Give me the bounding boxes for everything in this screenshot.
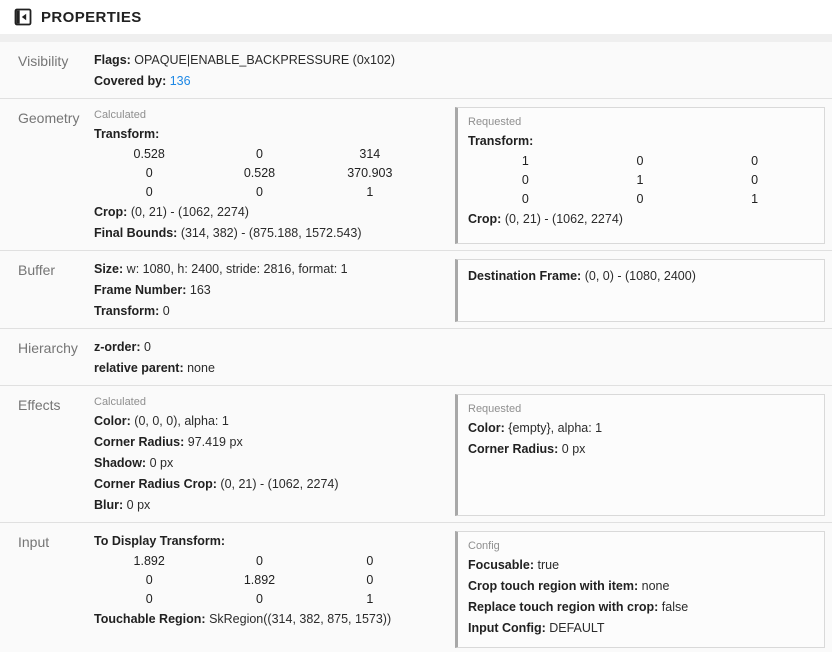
matrix-cell: 0 xyxy=(751,173,759,187)
matrix-cell: 0 xyxy=(145,185,153,199)
crop-value: (0, 21) - (1062, 2274) xyxy=(130,205,249,219)
prop-size xyxy=(94,259,425,280)
matrix-cell: 0 xyxy=(256,147,263,161)
matrix-cell: 0 xyxy=(256,554,263,568)
section-visibility xyxy=(0,42,832,98)
prop-z-order xyxy=(94,337,795,358)
matrix-cell: 1 xyxy=(366,185,374,199)
prop-transform-requested xyxy=(468,131,812,152)
color-key: Color: xyxy=(468,421,505,435)
prop-shadow xyxy=(94,453,425,474)
relative-parent-key: relative parent: xyxy=(94,361,184,375)
matrix-cell: 0.528 xyxy=(243,166,276,180)
input-config-panel xyxy=(455,531,825,648)
prop-blur xyxy=(94,495,425,516)
matrix-cell: 1 xyxy=(751,192,759,206)
touchable-region-key: Touchable Region: xyxy=(94,612,206,626)
shadow-value: 0 px xyxy=(149,456,174,470)
prop-color-requested xyxy=(468,418,812,439)
color-key: Color: xyxy=(94,414,131,428)
destination-frame-key: Destination Frame: xyxy=(468,269,582,283)
collapse-panel-icon[interactable] xyxy=(14,8,32,26)
section-label-buffer: Buffer xyxy=(18,262,56,278)
group-label-requested: Requested xyxy=(468,116,522,128)
matrix-cell: 0 xyxy=(256,592,263,606)
matrix-cell: 0 xyxy=(636,192,644,206)
matrix-cell: 0 xyxy=(256,185,263,199)
replace-touch-region-value: false xyxy=(661,600,689,614)
matrix-cell: 0 xyxy=(521,192,529,206)
section-label-hierarchy: Hierarchy xyxy=(18,340,78,356)
color-value: (0, 0, 0), alpha: 1 xyxy=(134,414,229,428)
corner-radius-key: Corner Radius: xyxy=(468,442,559,456)
corner-radius-crop-key: Corner Radius Crop: xyxy=(94,477,217,491)
matrix-cell: 0 xyxy=(145,166,153,180)
z-order-value: 0 xyxy=(144,340,151,354)
prop-input-config xyxy=(468,618,812,639)
matrix-cell: 0 xyxy=(145,573,153,587)
buffer-destination-panel xyxy=(455,259,825,322)
prop-corner-radius-crop xyxy=(94,474,425,495)
shadow-key: Shadow: xyxy=(94,456,147,470)
focusable-key: Focusable: xyxy=(468,558,534,572)
section-hierarchy xyxy=(0,329,832,385)
transform-key: Transform: xyxy=(94,127,160,141)
final-bounds-value: (314, 382) - (875.188, 1572.543) xyxy=(180,226,362,240)
group-label-config: Config xyxy=(468,540,500,552)
relative-parent-value: none xyxy=(187,361,215,375)
frame-number-value: 163 xyxy=(189,283,211,297)
size-key: Size: xyxy=(94,262,124,276)
transform-matrix-requested xyxy=(468,152,812,209)
matrix-cell: 1 xyxy=(636,173,644,187)
section-effects xyxy=(0,386,832,522)
covered-by-link[interactable]: 136 xyxy=(169,74,191,88)
input-config-value: DEFAULT xyxy=(549,621,605,635)
prop-corner-radius xyxy=(94,432,425,453)
matrix-cell: 314 xyxy=(359,147,381,161)
buffer-transform-value: 0 xyxy=(162,304,170,318)
section-label-input: Input xyxy=(18,534,50,550)
final-bounds-key: Final Bounds: xyxy=(94,226,178,240)
crop-key: Crop: xyxy=(94,205,128,219)
corner-radius-value: 97.419 px xyxy=(187,435,243,449)
matrix-cell: 0 xyxy=(751,154,759,168)
crop-key: Crop: xyxy=(468,212,502,226)
prop-crop-requested xyxy=(468,209,812,230)
prop-touchable-region xyxy=(94,609,425,630)
properties-header xyxy=(0,0,832,34)
replace-touch-region-key: Replace touch region with crop: xyxy=(468,600,659,614)
matrix-cell: 0 xyxy=(366,573,374,587)
matrix-cell: 0.528 xyxy=(133,147,165,161)
z-order-key: z-order: xyxy=(94,340,141,354)
touchable-region-value: SkRegion((314, 382, 875, 1573)) xyxy=(209,612,392,626)
matrix-cell: 0 xyxy=(366,554,374,568)
prop-destination-frame xyxy=(468,266,812,287)
prop-to-display-transform xyxy=(94,531,425,552)
transform-key: Transform: xyxy=(468,134,534,148)
matrix-cell: 1 xyxy=(521,154,529,168)
section-label-geometry: Geometry xyxy=(18,110,80,126)
matrix-cell: 1.892 xyxy=(243,573,276,587)
focusable-value: true xyxy=(537,558,560,572)
group-label-requested: Requested xyxy=(468,403,522,415)
corner-radius-crop-value: (0, 21) - (1062, 2274) xyxy=(220,477,339,491)
prop-color xyxy=(94,411,425,432)
flags-value: OPAQUE|ENABLE_BACKPRESSURE (0x102) xyxy=(134,53,396,67)
matrix-cell: 370.903 xyxy=(347,166,393,180)
prop-focusable xyxy=(468,555,812,576)
matrix-cell: 0 xyxy=(145,592,153,606)
prop-corner-radius-requested xyxy=(468,439,812,460)
matrix-cell: 1 xyxy=(366,592,374,606)
color-value: {empty}, alpha: 1 xyxy=(508,421,603,435)
covered-by-key: Covered by: xyxy=(94,74,167,88)
destination-frame-value: (0, 0) - (1080, 2400) xyxy=(584,269,696,283)
prop-buffer-transform xyxy=(94,301,425,322)
corner-radius-value: 0 px xyxy=(561,442,586,456)
geometry-requested-panel xyxy=(455,107,825,244)
section-buffer xyxy=(0,251,832,328)
section-input xyxy=(0,523,832,652)
crop-touch-region-value: none xyxy=(641,579,670,593)
matrix-cell: 1.892 xyxy=(133,554,165,568)
section-label-effects: Effects xyxy=(18,397,61,413)
input-config-key: Input Config: xyxy=(468,621,546,635)
section-geometry xyxy=(0,99,832,250)
blur-value: 0 px xyxy=(126,498,151,512)
header-band xyxy=(0,34,832,42)
frame-number-key: Frame Number: xyxy=(94,283,187,297)
section-label-visibility: Visibility xyxy=(18,53,69,69)
crop-touch-region-key: Crop touch region with item: xyxy=(468,579,639,593)
to-display-transform-matrix xyxy=(94,552,425,609)
matrix-cell: 0 xyxy=(521,173,529,187)
prop-covered-by xyxy=(94,71,795,92)
group-label-calculated: Calculated xyxy=(94,109,146,121)
page-title: PROPERTIES xyxy=(41,8,142,26)
corner-radius-key: Corner Radius: xyxy=(94,435,185,449)
prop-crop xyxy=(94,202,425,223)
matrix-cell: 0 xyxy=(636,154,644,168)
prop-flags xyxy=(94,50,795,71)
prop-final-bounds xyxy=(94,223,425,244)
prop-crop-touch-region xyxy=(468,576,812,597)
size-value: w: 1080, h: 2400, stride: 2816, format: 1 xyxy=(126,262,348,276)
transform-matrix-calculated xyxy=(94,145,425,202)
to-display-transform-key: To Display Transform: xyxy=(94,534,226,548)
blur-key: Blur: xyxy=(94,498,124,512)
buffer-transform-key: Transform: xyxy=(94,304,160,318)
effects-requested-panel xyxy=(455,394,825,516)
prop-relative-parent xyxy=(94,358,795,379)
prop-replace-touch-region xyxy=(468,597,812,618)
flags-key: Flags: xyxy=(94,53,131,67)
prop-frame-number xyxy=(94,280,425,301)
group-label-calculated: Calculated xyxy=(94,396,146,408)
crop-value: (0, 21) - (1062, 2274) xyxy=(504,212,623,226)
prop-transform xyxy=(94,124,425,145)
